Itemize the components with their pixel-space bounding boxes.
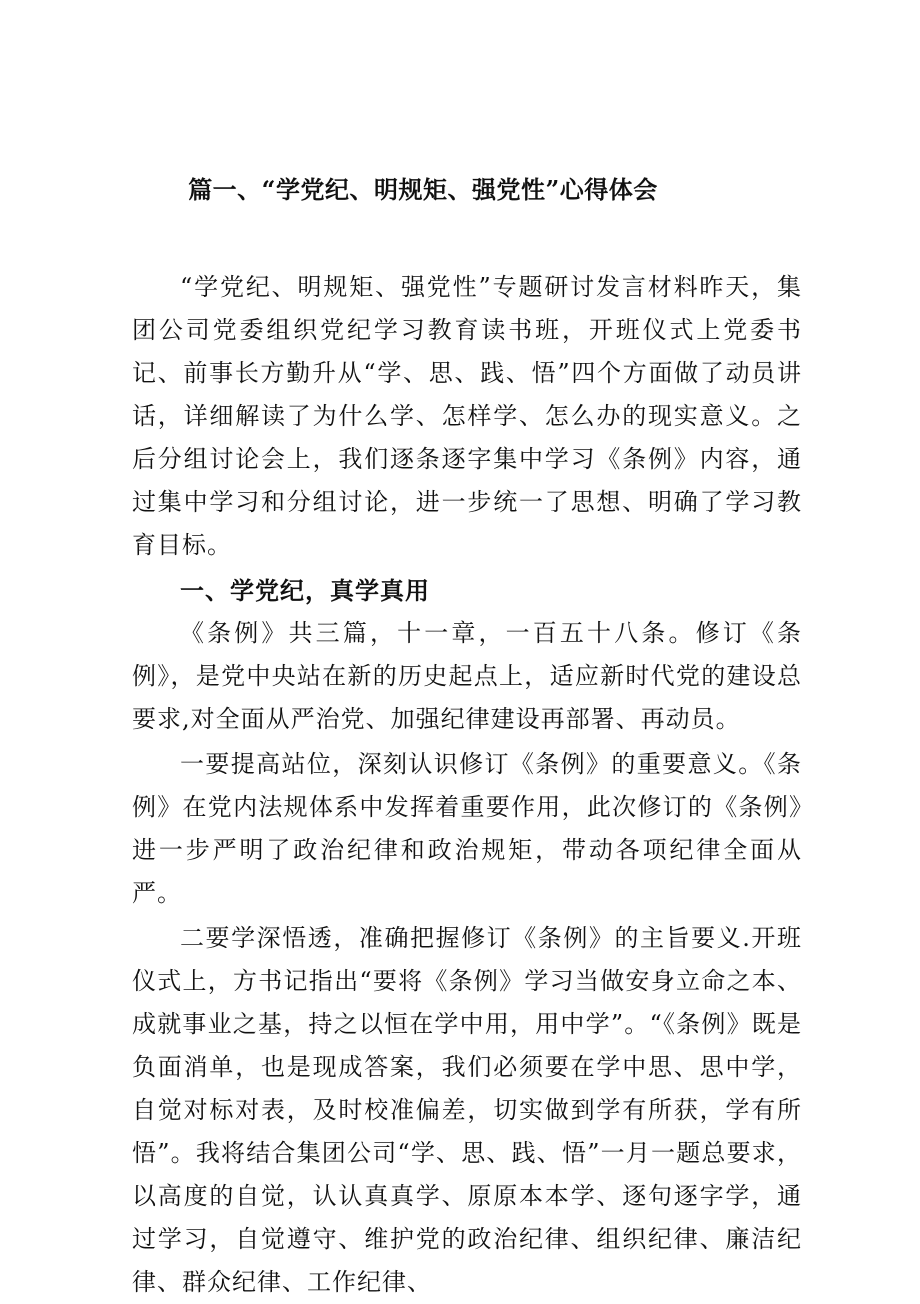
section-paragraph-2: 一要提高站位，深刻认识修订《条例》的重要意义。《条例》在党内法规体系中发挥着重要作用，此次修订的《条例》进一步严明了政治纪律和政治规矩，带动各项纪律全面从严。 [132,750,802,907]
intro-paragraph: “学党纪、明规矩、强党性”专题研讨发言材料昨天，集团公司党委组织党纪学习教育读书班，开班仪式上党委书记、前事长方勤升从“学、思、践、悟”四个方面做了动员讲话，详细解读了为什么学、怎样学、怎么办的现实意义。之后分组讨论会上，我们逐条逐字集中学习《条例》内容，通过集中学习和分组讨论，进一步统一了思想、明确了学习教育目标。 [132,273,802,559]
document-title: 篇一、“学党纪、明规矩、强党性”心得体会 [188,175,658,204]
section-heading: 一、学党纪，真学真用 [180,576,430,605]
section-paragraph-3: 二要学深悟透，准确把握修订《条例》的主旨要义.开班仪式上，方书记指出“要将《条例》学习当做安身立命之本、成就事业之基，持之以恒在学中用，用中学”。“《条例》既是负面消单，也是现成答案，我们必须要在学中思、思中学，自觉对标对表，及时校准偏差，切实做到学有所获，学有所悟”。我将结合集团公司“学、思、践、悟”一月一题总要求，以高度的自觉，认认真真学、原原本本学、逐句逐字学，通过学习，自觉遵守、维护党的政治纪律、组织纪律、廉洁纪律、群众纪律、工作纪律、 [132,924,802,1296]
section-paragraph-1: 《条例》共三篇，十一章，一百五十八条。修订《条例》，是党中央站在新的历史起点上，适应新时代党的建设总要求,对全面从严治党、加强纪律建设再部署、再动员。 [132,619,802,733]
document-body [132,250,802,1304]
